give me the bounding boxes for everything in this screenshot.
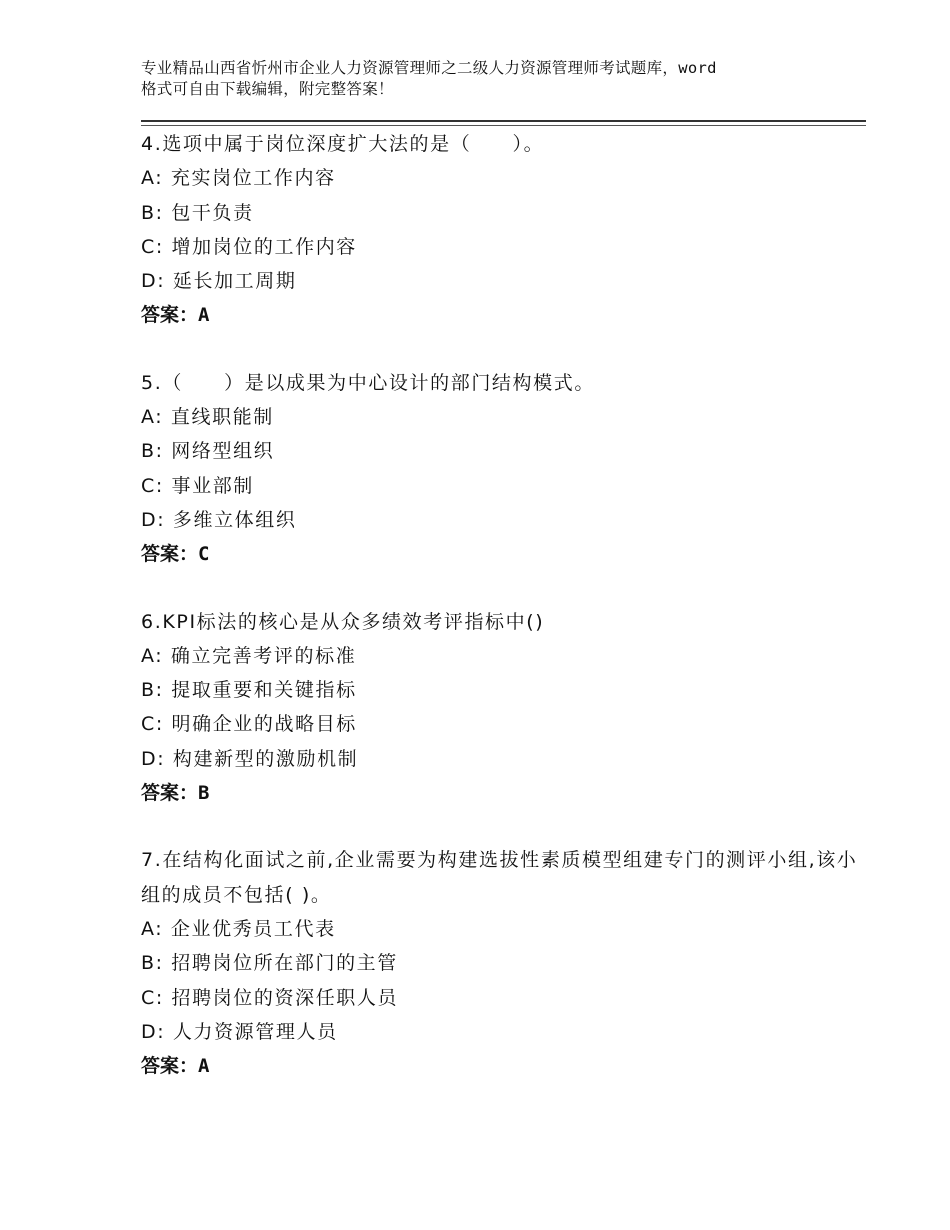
option-d: D: 延长加工周期 bbox=[141, 270, 297, 293]
question-text: 5.（ ）是以成果为中心设计的部门结构模式。 bbox=[141, 371, 595, 394]
question-list bbox=[141, 127, 861, 1116]
option-d: D: 人力资源管理人员 bbox=[141, 1020, 338, 1043]
question-text: 4.选项中属于岗位深度扩大法的是（ ）。 bbox=[141, 133, 545, 155]
option-c: C: 增加岗位的工作内容 bbox=[141, 235, 357, 258]
header-divider-thick bbox=[141, 120, 866, 122]
option-c: C: 明确企业的战略目标 bbox=[141, 713, 357, 736]
question-7 bbox=[141, 843, 861, 1083]
question-text: 7.在结构化面试之前,企业需要为构建选拔性素质模型组建专门的测评小组,该小组的成员不包括( )。 bbox=[141, 849, 858, 906]
header-line-1: 专业精品山西省忻州市企业人力资源管理师之二级人力资源管理师考试题库，word bbox=[141, 59, 717, 77]
option-b: B: 网络型组织 bbox=[141, 440, 275, 463]
option-a: A: 直线职能制 bbox=[141, 406, 274, 429]
answer-label: 答案： bbox=[141, 543, 199, 566]
option-a: A: 企业优秀员工代表 bbox=[141, 917, 336, 940]
option-b: B: 提取重要和关键指标 bbox=[141, 679, 357, 702]
header-divider-thin bbox=[141, 125, 866, 126]
answer-line bbox=[141, 1049, 861, 1083]
option-c: C: 事业部制 bbox=[141, 474, 254, 497]
answer-label: 答案： bbox=[141, 304, 199, 327]
option-a: A: 充实岗位工作内容 bbox=[141, 167, 336, 190]
option-b: B: 招聘岗位所在部门的主管 bbox=[141, 952, 398, 975]
option-d: D: 构建新型的激励机制 bbox=[141, 747, 359, 770]
option-a: A: 确立完善考评的标准 bbox=[141, 644, 357, 667]
header-line-2: 格式可自由下载编辑，附完整答案！ bbox=[141, 80, 394, 98]
answer-value: A bbox=[198, 1055, 210, 1078]
option-d: D: 多维立体组织 bbox=[141, 508, 297, 531]
question-text: 6.KPI标法的核心是从众多绩效考评指标中() bbox=[141, 610, 545, 633]
answer-label: 答案： bbox=[141, 1055, 199, 1078]
option-b: B: 包干负责 bbox=[141, 201, 254, 224]
answer-label: 答案： bbox=[141, 782, 199, 805]
document-header bbox=[141, 58, 841, 100]
answer-line bbox=[141, 298, 861, 332]
question-5 bbox=[141, 366, 861, 572]
option-c: C: 招聘岗位的资深任职人员 bbox=[141, 986, 399, 1009]
answer-value: B bbox=[198, 782, 210, 805]
answer-value: A bbox=[198, 304, 210, 327]
answer-line bbox=[141, 537, 861, 571]
answer-value: C bbox=[198, 543, 210, 566]
question-6 bbox=[141, 605, 861, 811]
question-4 bbox=[141, 127, 861, 333]
answer-line bbox=[141, 776, 861, 810]
